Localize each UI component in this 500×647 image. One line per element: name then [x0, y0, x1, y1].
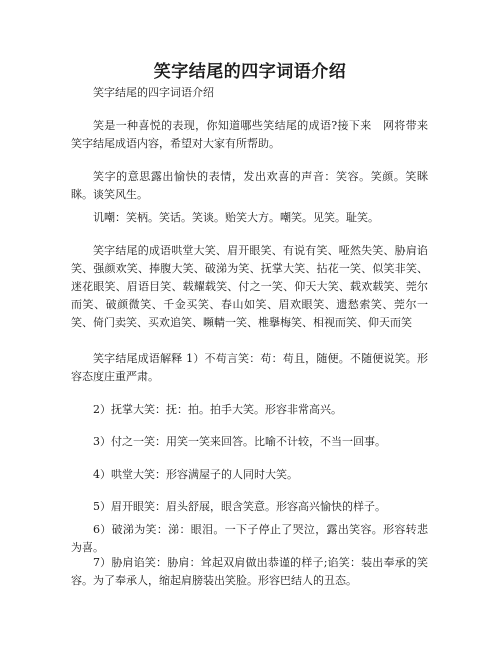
paragraph-explanation-2: 2）抚掌大笑：抚：拍。拍手大笑。形容非常高兴。 [93, 403, 342, 416]
paragraph-mockery: 讥嘲：笑柄。笑话。笑谈。贻笑大方。嘲笑。见笑。耻笑。 [93, 211, 379, 224]
paragraph-explanation-7: 7）胁肩谄笑：胁肩：耸起双肩做出恭谨的样子;谄笑：装出奉承的笑容。为了奉承人，缩起肩膀装出笑脸。形容巴结人的丑态。 [71, 556, 428, 587]
paragraph-explanation-3: 3）付之一笑：用笑一笑来回答。比喻不计较，不当一回事。 [93, 435, 386, 448]
paragraph-explanation-6: 6）破涕为笑：涕：眼泪。一下子停止了哭泣，露出笑容。形容转悲为喜。 [71, 523, 428, 554]
paragraph-explanation-1: 笑字结尾成语解释 1）不苟言笑：苟：苟且，随便。不随便说笑。形容态度庄重严肃。 [71, 352, 428, 383]
paragraph-idiom-list: 笑字结尾的成语哄堂大笑、眉开眼笑、有说有笑、哑然失笑、胁肩谄笑、强颜欢笑、捧腹大笑、破涕为笑、抚掌大笑、拈花一笑、似笑非笑、迷花眼笑、眉语目笑、载耀载笑、付之一笑、仰天大笑、载欢载笑、莞尔而笑、破颜微笑、千金买笑、春山如笑、眉欢眼笑、遗愁索笑、莞尔一笑、倚门卖笑、买欢追笑、嚬輤一笑、椎擧梅笑、相视而笑、仰天而笑 [71, 244, 428, 329]
paragraph-intro: 笑是一种喜悦的表现，你知道哪些笑结尾的成语?接下来 网将带来笑字结尾成语内容，希望对大家有所帮助。 [71, 119, 428, 150]
document-subtitle: 笑字结尾的四字词语介绍 [93, 86, 214, 99]
document-title: 笑字结尾的四字词语介绍 [153, 62, 347, 82]
paragraph-meaning: 笑字的意思露出愉快的表情，发出欢喜的声音：笑容。笑颜。笑眯眯。谈笑风生。 [71, 170, 428, 201]
paragraph-explanation-4: 4）哄堂大笑：形容满屋子的人同时大笑。 [93, 468, 298, 481]
paragraph-explanation-5: 5）眉开眼笑：眉头舒展，眼含笑意。形容高兴愉快的样子。 [93, 500, 386, 513]
